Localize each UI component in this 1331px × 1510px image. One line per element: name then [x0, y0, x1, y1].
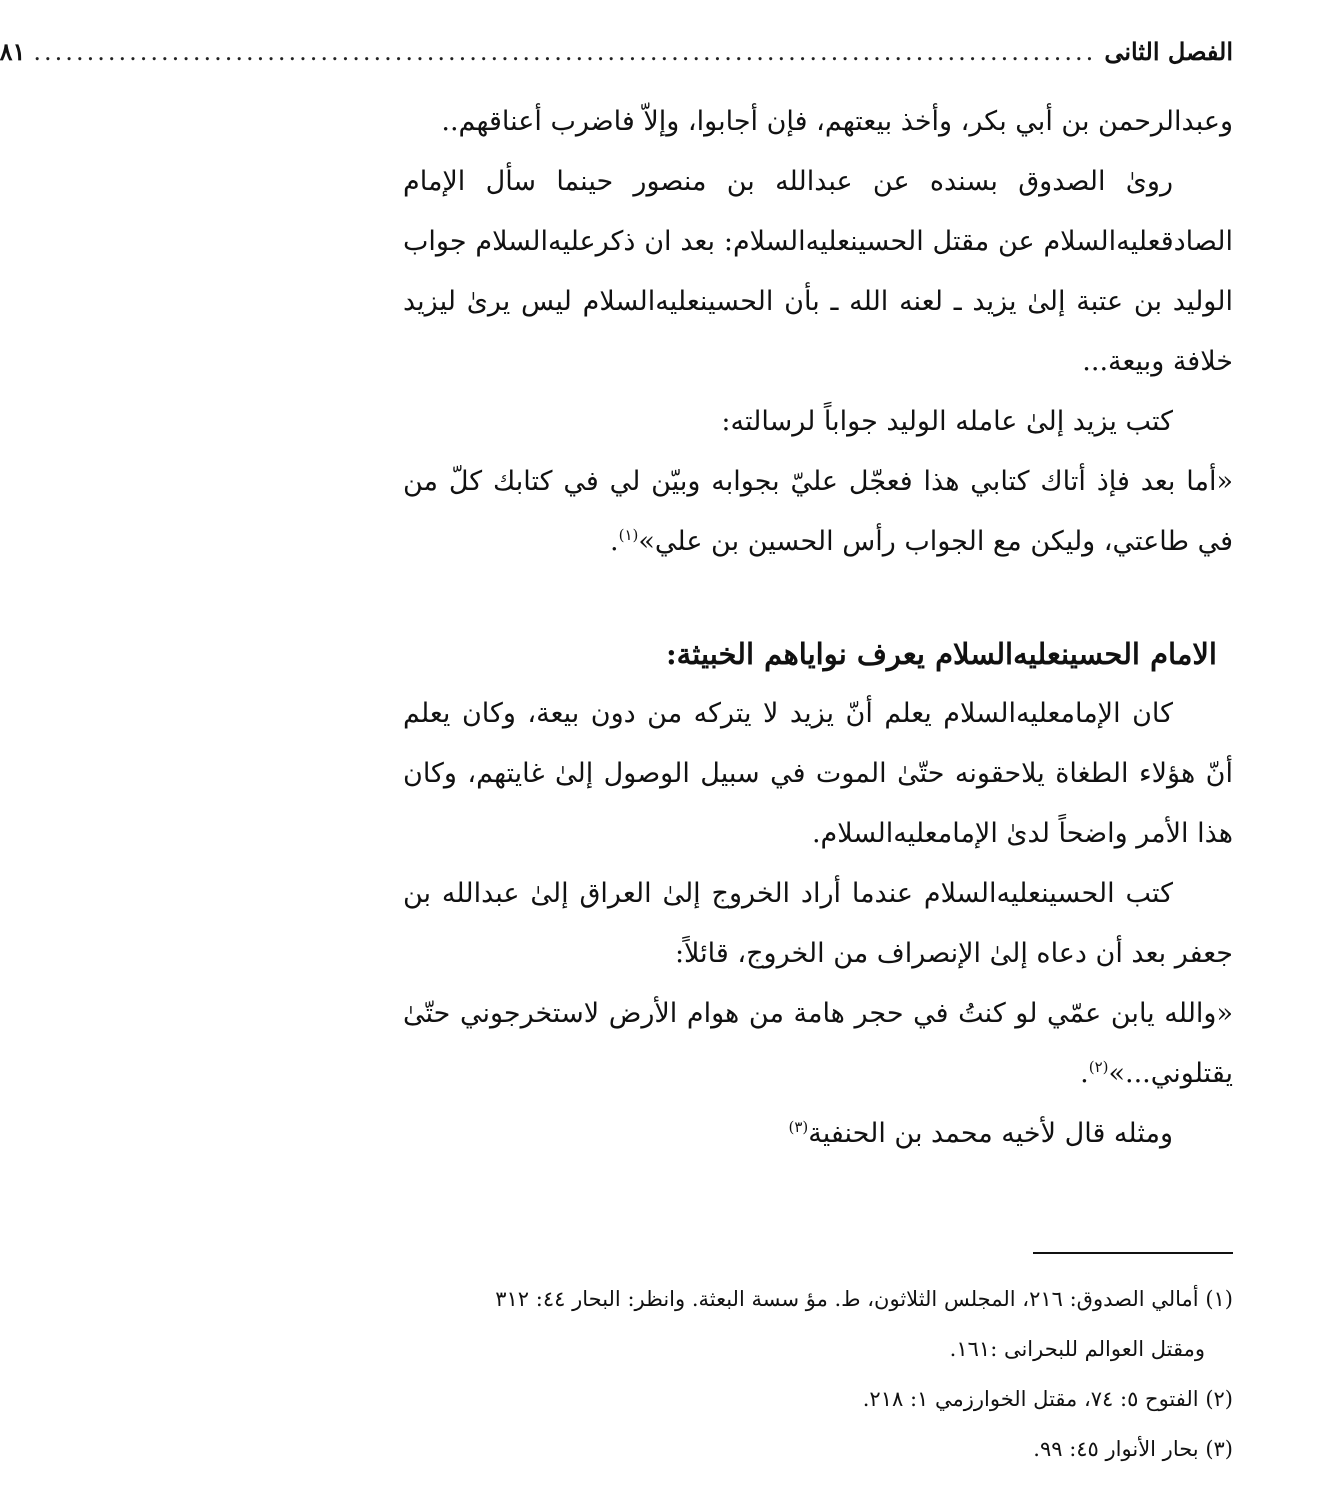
main-text: [403, 92, 1233, 1164]
footnote-text: أمالي الصدوق: ٢١٦، المجلس الثلاثون، ط. مؤ سسة البعثة. وانظر: البحار ٤٤: ٣١٢: [495, 1287, 1199, 1311]
paragraph: كتب الحسينعليه‌السلام عندما أراد الخروج إلىٰ العراق إلىٰ عبدالله بن جعفر بعد أن دعاه إلىٰ الإنصراف من الخروج، قائلاً:: [403, 878, 1233, 969]
paragraph: كتب يزيد إلىٰ عامله الوليد جواباً لرسالته:: [721, 406, 1173, 437]
footnote-divider: [1033, 1252, 1233, 1254]
footnote: [403, 1374, 1233, 1424]
footnote-continuation: ومقتل العوالم للبحرانى :١٦١.: [949, 1337, 1205, 1361]
footnote-number: (٣): [1205, 1437, 1233, 1461]
footnote-number: (٢): [1205, 1387, 1233, 1411]
chapter-title: الفصل الثانى: [1104, 37, 1233, 66]
footnotes: [403, 1274, 1233, 1474]
punctuation: .: [610, 526, 619, 557]
paragraph: رویٰ الصدوق بسنده عن عبدالله بن منصور حينما سأل الإمام الصادقعليه‌السلام عن مقتل الحسينعليه‌السلام: بعد ان ذكرعليه‌السلام جواب الوليد بن عتبة إلىٰ يزيد ـ لعنه الله ـ بأن الحسينعليه‌السلام ليس يرىٰ ليزيد خلافة وبيعة...: [403, 166, 1233, 377]
quotation-text: «أما بعد فإذ أتاك كتابي هذا فعجّل عليّ بجوابه وبيّن لي في كتابك كلّ من في طاعتي، وليكن مع الجواب رأس الحسين بن علي»: [403, 466, 1233, 557]
footnote-ref: (٣): [788, 1118, 809, 1136]
leader-dots: ....................................................................................................: [33, 38, 1097, 66]
quotation-text: «والله يابن عمّي لو كنتُ في حجر هامة من هوام الأرض لاستخرجوني حتّىٰ يقتلوني...»: [403, 998, 1233, 1089]
footnote-text: الفتوح ٥: ٧٤، مقتل الخوارزمي ١: ٢١٨.: [862, 1387, 1199, 1411]
book-page: [0, 30, 1233, 1480]
paragraph: وعبدالرحمن بن أبي بكر، وأخذ بيعتهم، فإن أجابوا، وإلاّ فاضرب أعناقهم..: [441, 106, 1233, 137]
punctuation: .: [1080, 1058, 1089, 1089]
paragraph: [403, 1104, 1233, 1164]
running-header: [0, 30, 1233, 74]
quotation: [403, 984, 1233, 1104]
footnote: [403, 1424, 1233, 1474]
footnote-ref: (٢): [1088, 1058, 1109, 1076]
paragraph: كان الإمامعليه‌السلام يعلم أنّ يزيد لا يتركه من دون بيعة، وكان يعلم أنّ هؤلاء الطغاة يلاحقونه حتّىٰ الموت في سبيل الوصول إلىٰ غايتهم، وكان هذا الأمر واضحاً لدىٰ الإمامعليه‌السلام.: [403, 698, 1233, 849]
paragraph-text: ومثله قال لأخيه محمد بن الحنفية: [808, 1118, 1173, 1149]
footnote-text: بحار الأنوار ٤٥: ٩٩.: [1033, 1437, 1199, 1461]
footnote-number: (١): [1205, 1287, 1233, 1311]
page-number: ٨١: [0, 37, 26, 66]
footnote-ref: (١): [618, 526, 639, 544]
footnote: [403, 1274, 1233, 1324]
section-heading: الامام الحسينعليه‌السلام يعرف نواياهم الخبيثة:: [665, 637, 1217, 671]
quotation: [403, 452, 1233, 572]
